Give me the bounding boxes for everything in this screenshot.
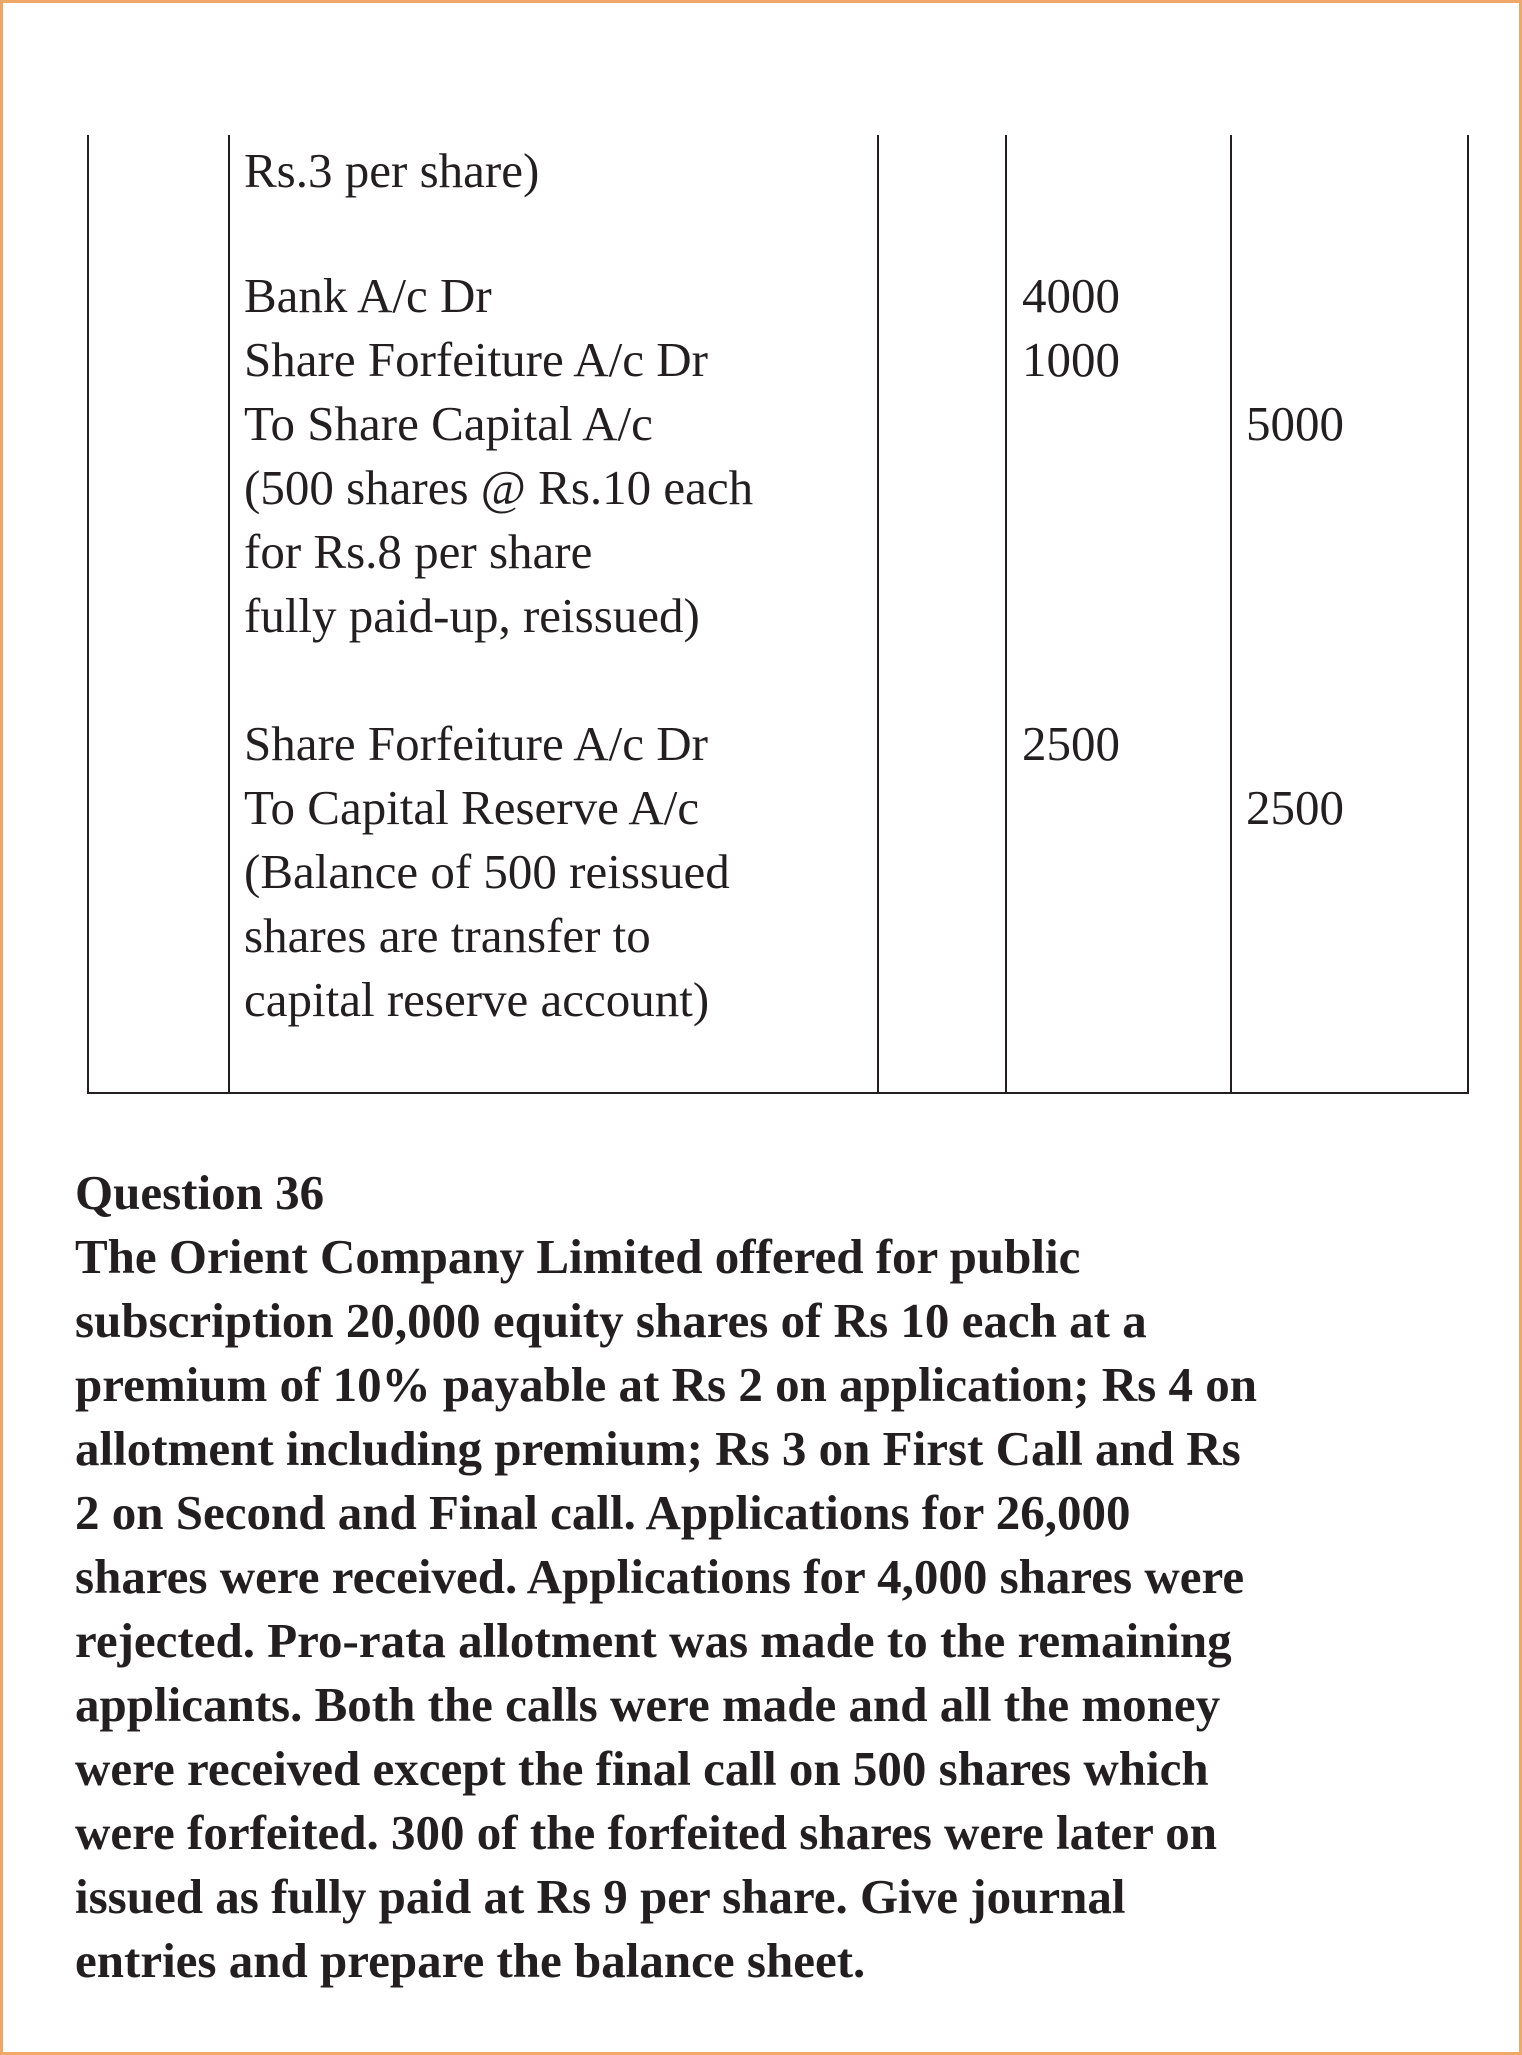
question-text-line: The Orient Company Limited offered for public xyxy=(75,1229,1081,1284)
particulars-line: Share Forfeiture A/c Dr xyxy=(244,716,708,771)
debit-amount: 1000 xyxy=(1022,332,1120,387)
particulars-line: for Rs.8 per share xyxy=(244,524,593,579)
journal-entry-continuation xyxy=(244,139,864,203)
debit-amount: 4000 xyxy=(1022,268,1120,323)
particulars-line: Bank A/c Dr xyxy=(244,268,492,323)
question-text-line: issued as fully paid at Rs 9 per share. Give journal xyxy=(75,1869,1126,1924)
question-text-line: subscription 20,000 equity shares of Rs 10 each at a xyxy=(75,1293,1147,1348)
question-text-line: applicants. Both the calls were made and all the money xyxy=(75,1677,1221,1732)
particulars-line: shares are transfer to xyxy=(244,908,651,963)
particulars-line: capital reserve account) xyxy=(244,972,710,1027)
journal-table xyxy=(3,3,1522,1098)
question-text-line: premium of 10% payable at Rs 2 on application; Rs 4 on xyxy=(75,1357,1258,1412)
question-text-line: were received except the final call on 500 shares which xyxy=(75,1741,1209,1796)
table-right-border xyxy=(1467,135,1469,1094)
column-divider-debit-credit xyxy=(1230,135,1232,1094)
question-text-line: were forfeited. 300 of the forfeited shares were later on xyxy=(75,1805,1218,1860)
question-text-line: allotment including premium; Rs 3 on First Call and Rs xyxy=(75,1421,1241,1476)
particulars-line: Share Forfeiture A/c Dr xyxy=(244,332,708,387)
credit-amount: 2500 xyxy=(1246,780,1344,835)
journal-entry-capital-reserve xyxy=(244,712,864,1032)
particulars-line: (500 shares @ Rs.10 each xyxy=(244,460,754,515)
question-title: Question 36 xyxy=(75,1165,325,1220)
particulars-line: To Share Capital A/c xyxy=(244,396,653,451)
credit-amount: 5000 xyxy=(1246,396,1344,451)
column-divider-particulars-lf xyxy=(877,135,879,1094)
journal-entry-reissue xyxy=(244,264,864,648)
question-block xyxy=(75,1161,1475,1993)
column-divider-lf-debit xyxy=(1005,135,1007,1094)
table-left-border xyxy=(87,135,89,1094)
question-text-line: shares were received. Applications for 4,000 shares were xyxy=(75,1549,1245,1604)
particulars-line: fully paid-up, reissued) xyxy=(244,588,700,643)
question-text-line: entries and prepare the balance sheet. xyxy=(75,1933,866,1988)
particulars-line: To Capital Reserve A/c xyxy=(244,780,700,835)
particulars-line: (Balance of 500 reissued xyxy=(244,844,730,899)
table-bottom-border xyxy=(87,1092,1469,1094)
particulars-line: Rs.3 per share) xyxy=(244,143,540,198)
question-text-line: rejected. Pro-rata allotment was made to the remaining xyxy=(75,1613,1232,1668)
debit-amount: 2500 xyxy=(1022,716,1120,771)
question-text-line: 2 on Second and Final call. Applications for 26,000 xyxy=(75,1485,1131,1540)
column-divider-date-particulars xyxy=(228,135,230,1094)
